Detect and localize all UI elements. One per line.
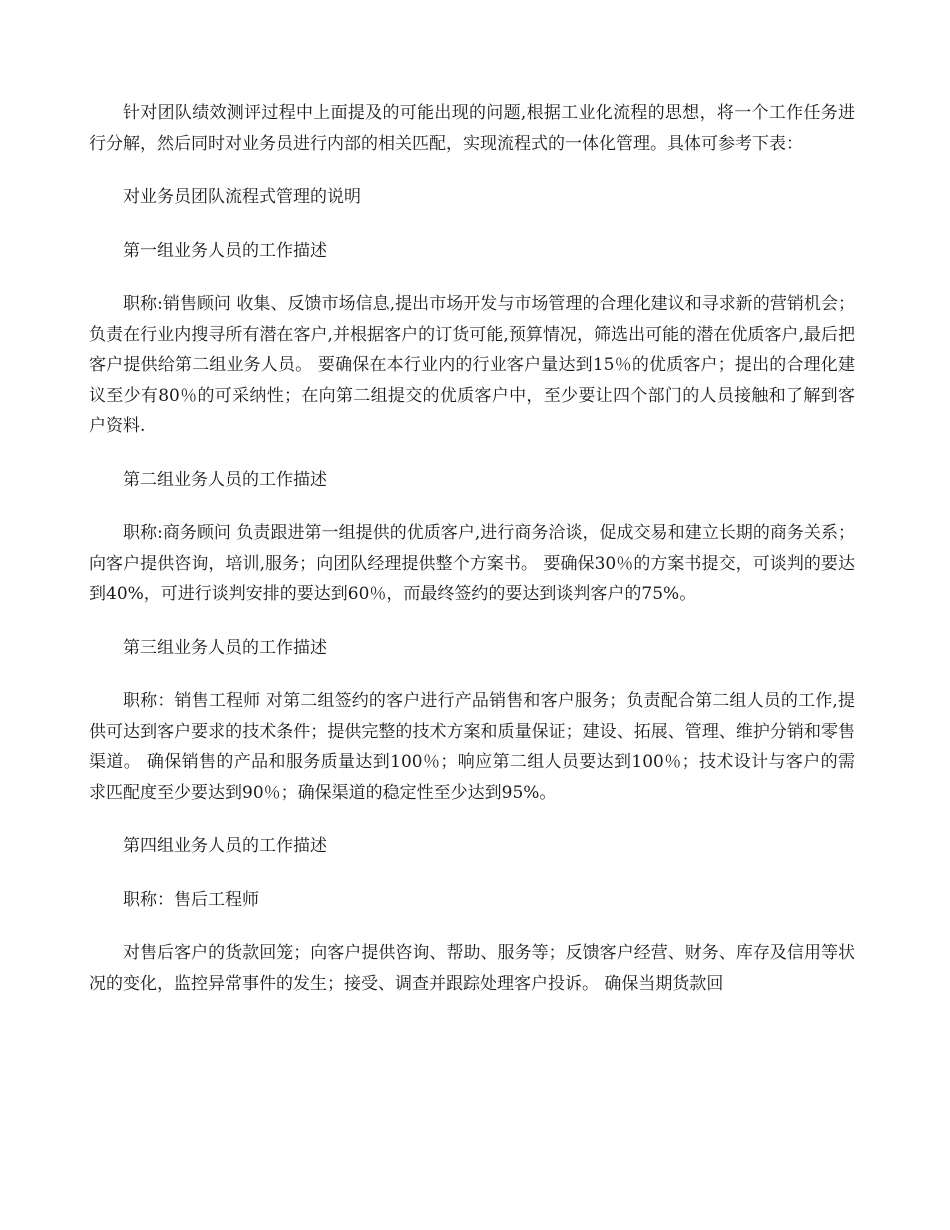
group-4-description: 对售后客户的货款回笼；向客户提供咨询、帮助、服务等；反馈客户经营、财务、库存及信用等状况的变化，监控异常事件的发生；接受、调查并跟踪处理客户投诉。 确保当期货款回 bbox=[89, 943, 855, 994]
group-2-heading: 第二组业务人员的工作描述 bbox=[123, 469, 327, 490]
group-4-title: 职称：售后工程师 bbox=[123, 889, 259, 910]
group-3-description: 职称：销售工程师 对第二组签约的客户进行产品销售和客户服务；负责配合第二组人员的工作,提供可达到客户要求的技术条件；提供完整的技术方案和质量保证；建设、拓展、管理、维护分销和零售渠道。 确保销售的产品和服务质量达到100％；响应第二组人员要达到100％；技术设计与客户的需求匹配度至少要达到90％；确保渠道的稳定性至少达到95%。 bbox=[89, 691, 855, 803]
document-page bbox=[89, 98, 855, 1022]
group-3-heading: 第三组业务人员的工作描述 bbox=[123, 637, 327, 658]
section-title: 对业务员团队流程式管理的说明 bbox=[123, 187, 361, 207]
group-2-description: 职称:商务顾问 负责跟进第一组提供的优质客户,进行商务洽谈，促成交易和建立长期的商务关系；向客户提供咨询，培训,服务；向团队经理提供整个方案书。 要确保30％的方案书提交，可谈判的要达到40%，可进行谈判安排的要达到60％，而最终签约的要达到谈判客户的75%。 bbox=[89, 523, 855, 604]
group-1-description: 职称:销售顾问 收集、反馈市场信息,提出市场开发与市场管理的合理化建议和寻求新的营销机会；负责在行业内搜寻所有潜在客户,并根据客户的订货可能,预算情况，筛选出可能的潜在优质客户,最后把客户提供给第二组业务人员。 要确保在本行业内的行业客户量达到15％的优质客户；提出的合理化建议至少有80％的可采纳性；在向第二组提交的优质客户中，至少要让四个部门的人员接触和了解到客户资料. bbox=[89, 294, 855, 436]
group-1-heading: 第一组业务人员的工作描述 bbox=[123, 240, 327, 261]
intro-paragraph: 针对团队绩效测评过程中上面提及的可能出现的问题,根据工业化流程的思想，将一个工作任务进行分解，然后同时对业务员进行内部的相关匹配，实现流程式的一体化管理。具体可参考下表： bbox=[89, 103, 855, 154]
group-4-heading: 第四组业务人员的工作描述 bbox=[123, 836, 327, 856]
